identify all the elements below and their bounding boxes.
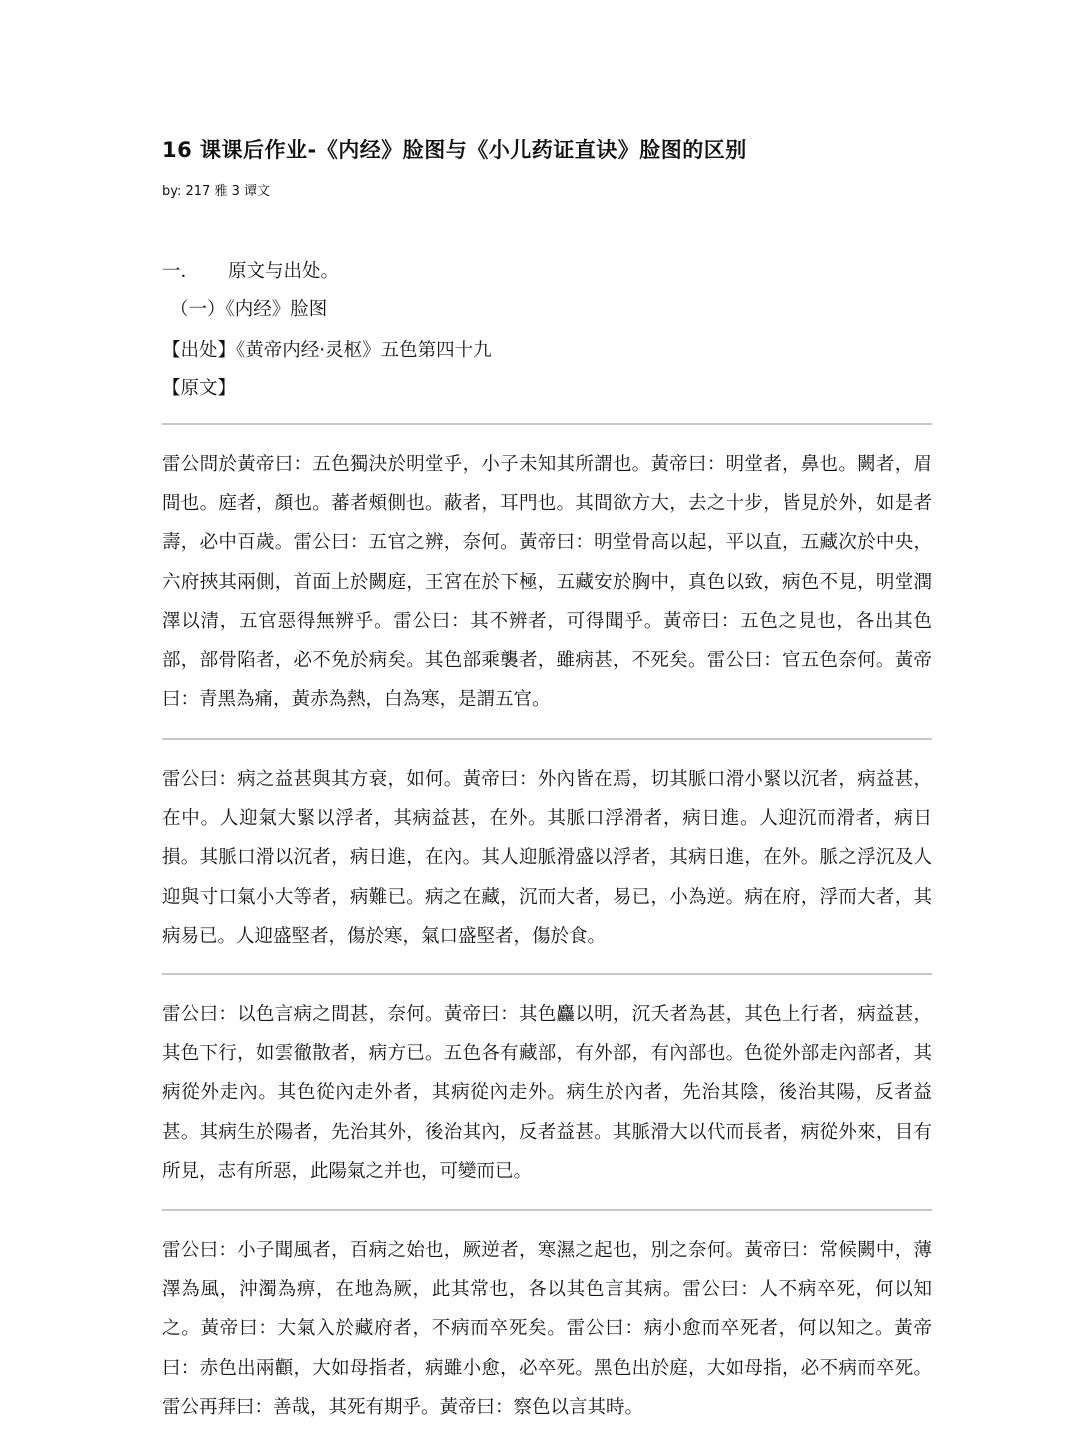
source-line: 【出处】《黄帝内经·灵枢》五色第四十九 [162, 340, 492, 361]
section-heading [162, 257, 339, 283]
paragraph: 雷公曰：以色言病之間甚，奈何。黃帝曰：其色麤以明，沉夭者為甚，其色上行者，病益甚，其色下行，如雲徹散者，病方已。五色各有藏部，有外部，有內部也。色從外部走內部者，其病從外走內。其色從內走外者，其病從內走外。病生於內者，先治其陰，後治其陽，反者益甚。其病生於陽者，先治其外，後治其內，反者益甚。其脈滑大以代而長者，病從外來，目有所見，志有所惡，此陽氣之并也，可變而已。 [162, 1004, 932, 1182]
subsection-heading: （一）《内经》脸图 [170, 299, 328, 320]
divider [162, 1209, 932, 1211]
section-number: 一． [162, 261, 200, 282]
divider [162, 738, 932, 740]
section-heading-text: 原文与出处。 [228, 261, 340, 282]
author-byline: by: 217 雅 3 谭文 [162, 184, 270, 199]
divider [162, 973, 932, 975]
paragraph: 雷公曰：小子聞風者，百病之始也，厥逆者，寒濕之起也，別之奈何。黃帝曰：常候闕中，薄澤為風，沖濁為痹，在地為厥，此其常也，各以其色言其病。雷公曰：人不病卒死，何以知之。黃帝曰：大氣入於藏府者，不病而卒死矣。雷公曰：病小愈而卒死者，何以知之。黃帝曰：赤色出兩顴，大如母指者，病雖小愈，必卒死。黑色出於庭，大如母指，必不病而卒死。雷公再拜曰：善哉，其死有期乎。黃帝曰：察色以言其時。 [162, 1240, 932, 1418]
paragraph: 雷公問於黃帝曰：五色獨決於明堂乎，小子未知其所謂也。黃帝曰：明堂者，鼻也。闕者，眉間也。庭者，顏也。蕃者頰側也。蔽者，耳門也。其間欲方大，去之十步，皆見於外，如是者壽，必中百歲。雷公曰：五官之辨，奈何。黃帝曰：明堂骨高以起，平以直，五藏次於中央，六府挾其兩側，首面上於闕庭，王宮在於下極，五藏安於胸中，真色以致，病色不見，明堂潤澤以清，五官惡得無辨乎。雷公曰：其不辨者，可得聞乎。黃帝曰：五色之見也，各出其色部，部骨陷者，必不免於病矣。其色部乘襲者，雖病甚，不死矣。雷公曰：官五色奈何。黃帝曰：青黑為痛，黃赤為熱，白為寒，是謂五官。 [162, 454, 932, 711]
document-title: 16 课课后作业-《内经》脸图与《小儿药证直诀》脸图的区别 [162, 138, 747, 162]
paragraph: 雷公曰：病之益甚與其方衰，如何。黃帝曰：外內皆在焉，切其脈口滑小緊以沉者，病益甚，在中。人迎氣大緊以浮者，其病益甚，在外。其脈口浮滑者，病日進。人迎沉而滑者，病日損。其脈口滑以沉者，病日進，在內。其人迎脈滑盛以浮者，其病日進，在外。脈之浮沉及人迎與寸口氣小大等者，病難已。病之在藏，沉而大者，易已，小為逆。病在府，浮而大者，其病易已。人迎盛堅者，傷於寒，氣口盛堅者，傷於食。 [162, 769, 932, 947]
original-text-label: 【原文】 [162, 378, 237, 399]
divider [162, 423, 932, 425]
